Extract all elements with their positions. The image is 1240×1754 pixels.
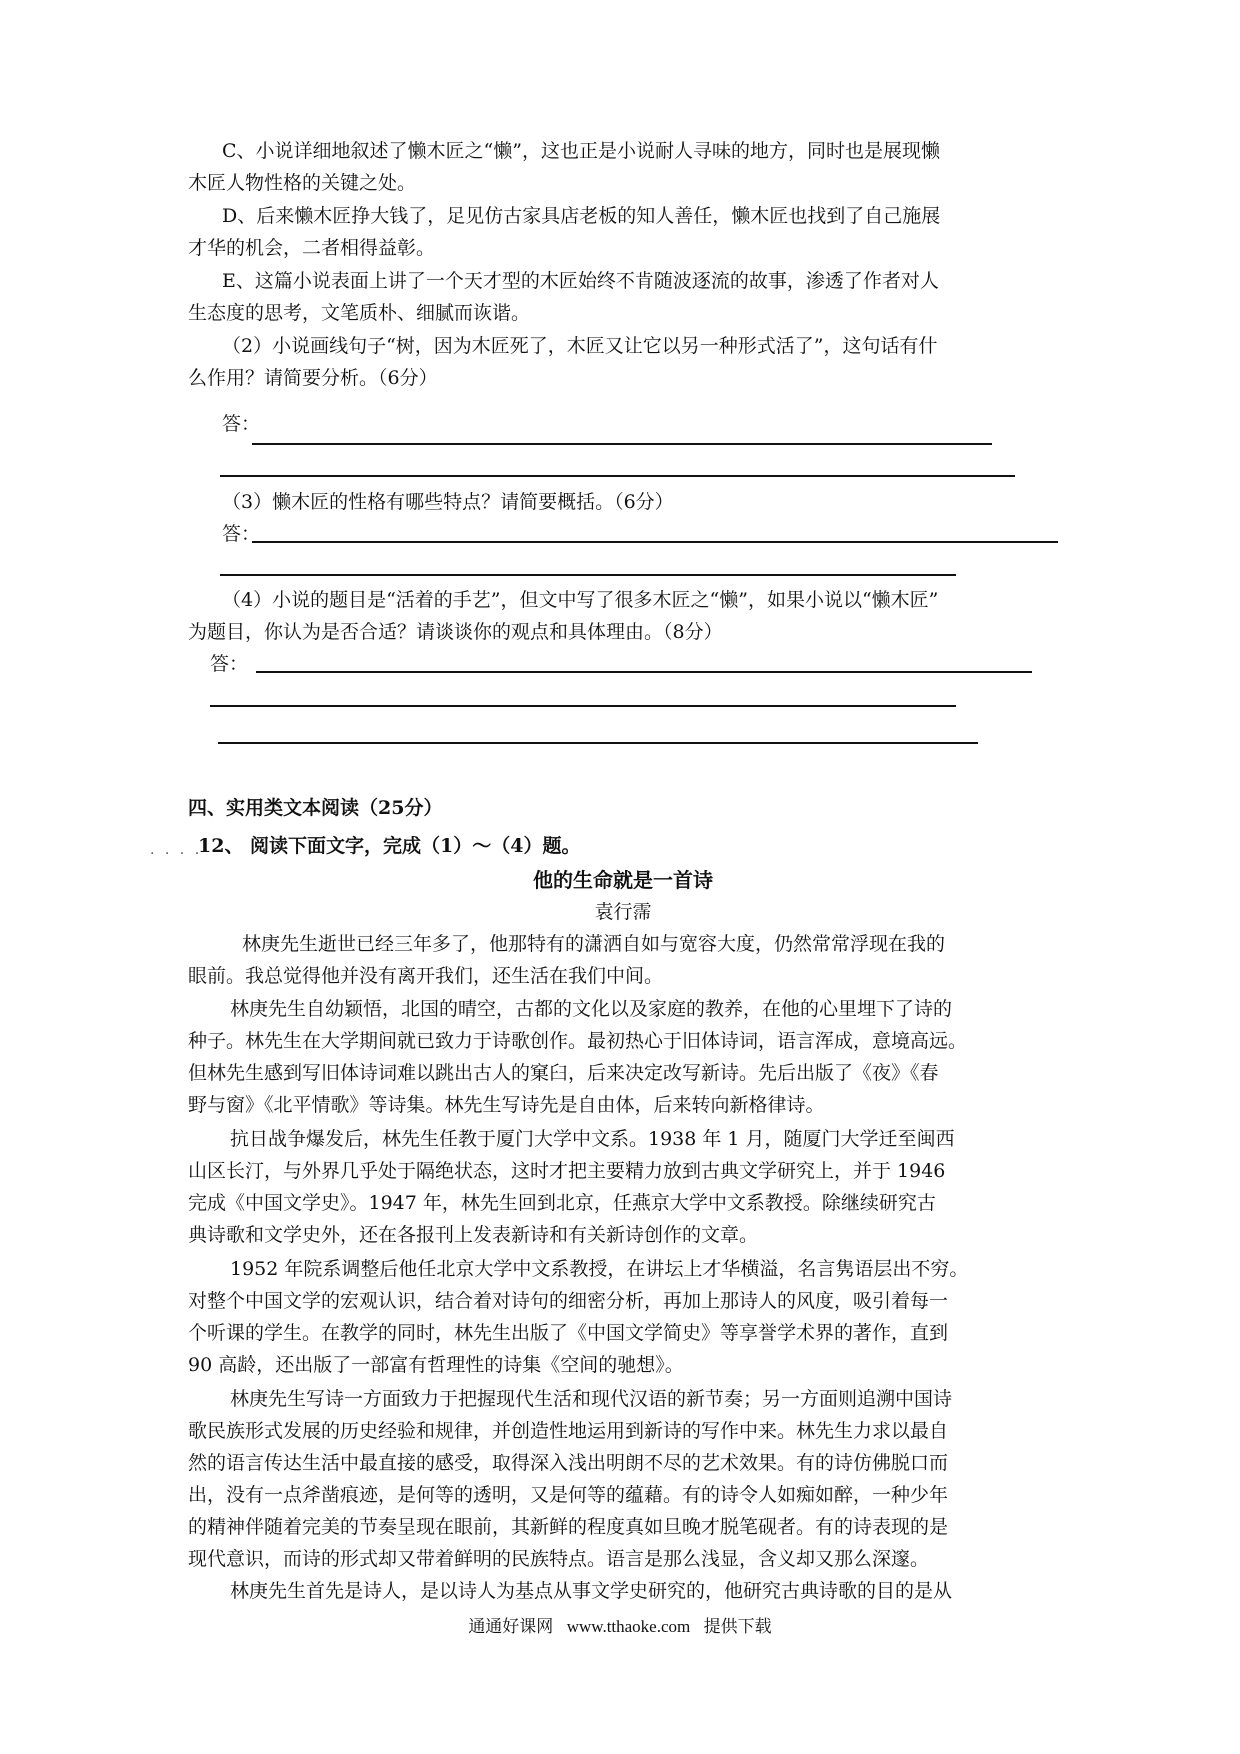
article-line: 林庚先生逝世已经三年多了，他那特有的潇洒自如与宽容大度，仍然常常浮现在我的 [242,933,946,955]
option-c-line-1: C、小说详细地叙述了懒木匠之“懒”，这也正是小说耐人寻味的地方，同时也是展现懒 [222,140,940,162]
answer-line-q4-1[interactable] [256,671,1032,673]
article-line: 现代意识，而诗的形式却又带着鲜明的民族特点。语言是那么浅显，含义却又那么深邃。 [188,1548,930,1570]
article-line: 野与窗》《北平情歌》等诗集。林先生写诗先是自由体，后来转向新格律诗。 [188,1094,825,1116]
article-title: 他的生命就是一首诗 [533,868,713,892]
article-line: 个听课的学生。在教学的同时，林先生出版了《中国文学简史》等享誉学术界的著作，直到 [188,1322,949,1344]
footer-download-text: 提供下载 [703,1617,772,1637]
option-d-line-1: D、后来懒木匠挣大钱了，足见仿古家具店老板的知人善任，懒木匠也找到了自己施展 [222,205,941,227]
article-line: 但林先生感到写旧体诗词难以跳出古人的窠臼，后来决定改写新诗。先后出版了《夜》《春 [188,1062,939,1084]
article-line: 山区长汀，与外界几乎处于隔绝状态，这时才把主要精力放到古典文学研究上，并于 1946 [188,1160,946,1182]
option-d-line-2: 才华的机会，二者相得益彰。 [188,237,436,259]
footer-url-link[interactable]: www.tthaoke.com [566,1617,691,1636]
option-e-line-1: E、这篇小说表面上讲了一个天才型的木匠始终不肯随波逐流的故事，渗透了作者对人 [222,270,939,292]
article-line: 完成《中国文学史》。1947 年，林先生回到北京，任燕京大学中文系教授。除继续研究古 [188,1192,936,1214]
article-line: 抗日战争爆发后，林先生任教于厦门大学中文系。1938 年 1 月，随厦门大学迁至闽西 [230,1128,955,1150]
question-3: （3）懒木匠的性格有哪些特点？请简要概括。（6分） [222,491,674,513]
answer-label-q3: 答： [222,523,261,545]
answer-line-q4-2[interactable] [210,705,956,707]
article-line: 林庚先生自幼颖悟，北国的晴空，古都的文化以及家庭的教养，在他的心里埋下了诗的 [230,998,953,1020]
article-line: 出，没有一点斧凿痕迹，是何等的透明，又是何等的蕴藉。有的诗令人如痴如醉，一种少年 [188,1484,949,1506]
option-c-line-2: 木匠人物性格的关键之处。 [188,172,417,194]
question-4-line-1: （4）小说的题目是“活着的手艺”，但文中写了很多木匠之“懒”，如果小说以“懒木匠” [222,589,939,611]
answer-line-q2-1[interactable] [252,443,992,445]
question-2-line-2: 么作用？请简要分析。（6分） [188,367,438,389]
article-line: 90 高龄，还出版了一部富有哲理性的诗集《空间的驰想》。 [188,1354,684,1376]
article-line: 种子。林先生在大学期间就已致力于诗歌创作。最初热心于旧体诗词，语言浑成，意境高远。 [188,1030,968,1052]
question-4-line-2: 为题目，你认为是否合适？请谈谈你的观点和具体理由。（8分） [188,621,723,643]
article-line: 眼前。我总觉得他并没有离开我们，还生活在我们中间。 [188,965,664,987]
question-2-line-1: （2）小说画线句子“树，因为木匠死了，木匠又让它以另一种形式活了”，这句话有什 [222,335,938,357]
question-12: 12、 阅读下面文字，完成（1）～（4）题。 [198,835,581,857]
option-e-line-2: 生态度的思考，文笔质朴、细腻而诙谐。 [188,302,531,324]
answer-line-q3-2[interactable] [220,574,956,576]
answer-label-q4: 答： [210,653,249,675]
article-line: 林庚先生首先是诗人，是以诗人为基点从事文学史研究的，他研究古典诗歌的目的是从 [230,1580,953,1602]
page-footer [0,1613,1240,1641]
article-line: 1952 年院系调整后他任北京大学中文系教授，在讲坛上才华横溢，名言隽语层出不穷。 [230,1258,969,1280]
article-line: 典诗歌和文学史外，还在各报刊上发表新诗和有关新诗创作的文章。 [188,1224,759,1246]
answer-line-q3-1[interactable] [252,541,1058,543]
article-line: 林庚先生写诗一方面致力于把握现代生活和现代汉语的新节奏；另一方面则追溯中国诗 [230,1388,953,1410]
article-line: 歌民族形式发展的历史经验和规律，并创造性地运用到新诗的写作中来。林先生力求以最自 [188,1420,949,1442]
answer-line-q2-2[interactable] [220,475,1015,477]
article-author: 袁行霈 [594,901,652,923]
answer-line-q4-3[interactable] [218,742,978,744]
answer-label-q2: 答： [222,413,261,435]
article-line: 对整个中国文学的宏观认识，结合着对诗句的细密分析，再加上那诗人的风度，吸引着每一 [188,1290,949,1312]
margin-dots: . . . . [150,842,203,858]
article-line: 然的语言传达生活中最直接的感受，取得深入浅出明朗不尽的艺术效果。有的诗仿佛脱口而 [188,1452,949,1474]
footer-site-name: 通通好课网 [468,1617,554,1637]
article-line: 的精神伴随着完美的节奏呈现在眼前，其新鲜的程度真如旦晚才脱笔砚者。有的诗表现的是 [188,1516,949,1538]
section-4-heading: 四、实用类文本阅读（25分） [188,797,443,819]
